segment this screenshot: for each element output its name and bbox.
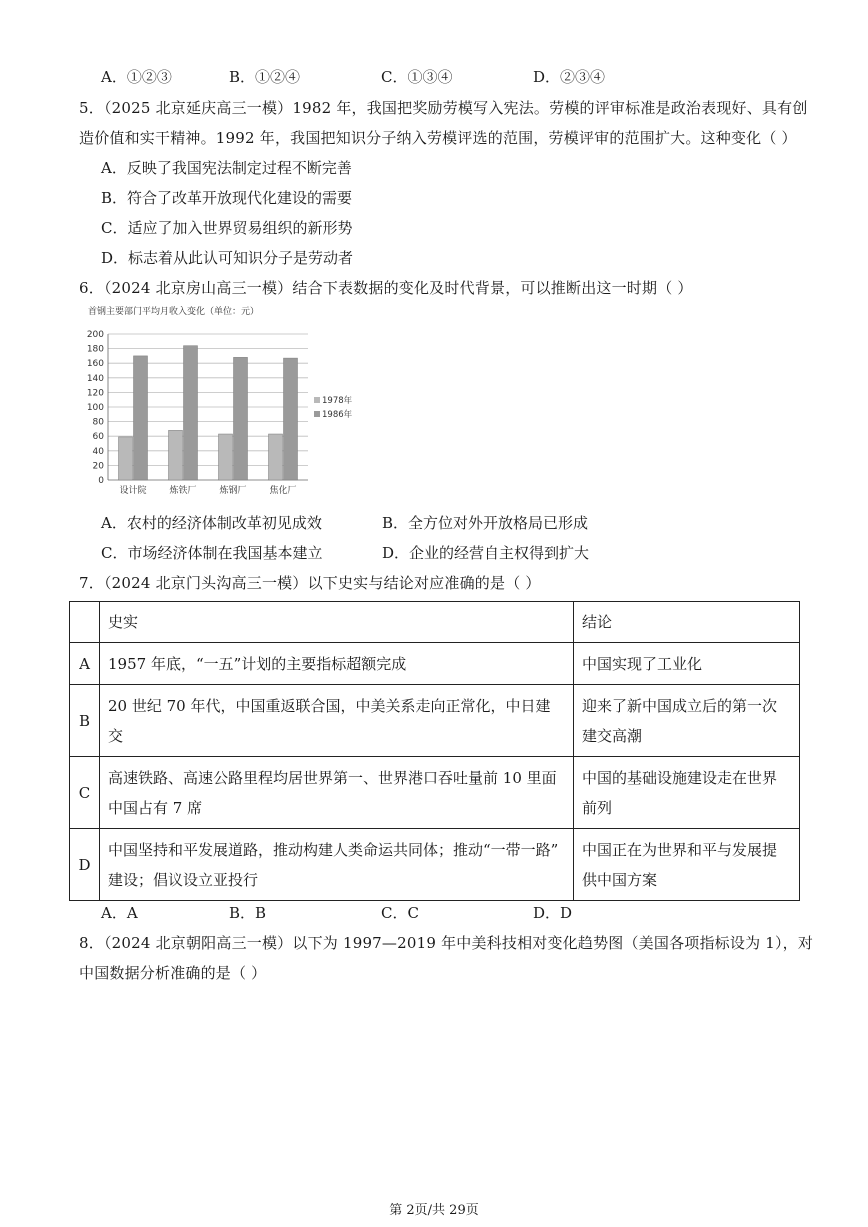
- row-conclusion: [574, 829, 800, 901]
- row-label: A: [70, 643, 100, 685]
- chart-legend: [314, 395, 353, 420]
- chart-title: 首钢主要部门平均月收入变化（单位：元）: [88, 307, 260, 317]
- chart-bar: [284, 358, 298, 480]
- table-header-row: [70, 602, 800, 643]
- page-footer: 第 2页/共 29页: [389, 1203, 479, 1218]
- table-header-fact: 史实: [100, 602, 574, 643]
- row-fact: [100, 643, 574, 685]
- q4-option-d: D．②③④: [533, 68, 606, 86]
- q7-option-c: C．C: [381, 904, 419, 922]
- chart-y-ticks: [87, 330, 104, 486]
- chart-y-tick-label: 180: [86, 344, 104, 355]
- chart-x-category-label: 设计院: [119, 486, 147, 496]
- chart-legend-label: 1978年: [322, 396, 353, 406]
- table-row: [70, 757, 800, 829]
- row-label: D: [70, 829, 100, 901]
- chart-bar: [269, 434, 283, 480]
- q7-option-d: D．D: [533, 904, 573, 922]
- q5-option-c: C．适应了加入世界贸易组织的新形势: [101, 219, 353, 237]
- row-label: C: [70, 757, 100, 829]
- chart-legend-label: 1986年: [322, 410, 353, 420]
- q4-option-b: B．①②④: [229, 68, 301, 86]
- chart-y-tick-label: 0: [98, 476, 104, 486]
- chart-bar: [184, 346, 198, 480]
- table-header-label: [70, 602, 100, 643]
- table-row: [70, 643, 800, 685]
- q7-option-b: B．B: [229, 904, 267, 922]
- table-row: [70, 829, 800, 901]
- row-conclusion-line: 供中国方案: [582, 870, 658, 889]
- table-header-conclusion: 结论: [574, 602, 800, 643]
- row-fact-line: 中国占有 7 席: [108, 798, 203, 817]
- row-label: B: [70, 685, 100, 757]
- row-fact-line: 中国坚持和平发展道路，推动构建人类命运共同体；推动“一带一路”: [108, 840, 559, 859]
- chart-y-tick-label: 160: [86, 359, 104, 370]
- chart-bar: [234, 357, 248, 480]
- row-conclusion-line: 迎来了新中国成立后的第一次: [582, 696, 778, 715]
- q4-option-a: A．①②③: [101, 68, 172, 86]
- row-conclusion: [574, 757, 800, 829]
- chart-y-tick-label: 100: [86, 403, 104, 413]
- chart-x-category-label: 炼铁厂: [169, 486, 197, 496]
- row-fact-line: 建设；倡议设立亚投行: [108, 870, 259, 889]
- q5-stem-line-2: 造价值和实干精神。1992 年，我国把知识分子纳入劳模评选的范围，劳模评审的范围扩大。这种变化（ ）: [79, 129, 797, 147]
- q6-option-b: B．全方位对外开放格局已形成: [382, 514, 589, 532]
- q7-option-a: A．A: [101, 904, 138, 922]
- q6-option-d: D．企业的经营自主权得到扩大: [382, 544, 590, 562]
- q6-option-a: A．农村的经济体制改革初见成效: [101, 514, 322, 532]
- q4-option-c: C．①③④: [381, 68, 453, 86]
- chart-x-categories: [119, 484, 296, 496]
- chart-x-category-label: 炼钢厂: [219, 486, 247, 496]
- chart-bar: [119, 437, 133, 480]
- chart-legend-swatch: [314, 397, 320, 403]
- chart-x-category-label: 焦化厂: [269, 486, 297, 496]
- row-conclusion-line: 中国实现了工业化: [582, 654, 703, 673]
- q5-option-b: B．符合了改革开放现代化建设的需要: [101, 189, 353, 207]
- chart-y-tick-label: 80: [92, 417, 104, 428]
- q8-stem-line-1: 8．（2024 北京朝阳高三一模）以下为 1997—2019 年中美科技相对变化趋势图（美国各项指标设为 1），对: [79, 934, 814, 952]
- chart-canvas: [80, 300, 380, 505]
- chart-y-tick-label: 60: [92, 432, 104, 443]
- chart-bars: [119, 346, 298, 480]
- chart-y-tick-label: 40: [92, 446, 104, 457]
- row-conclusion-line: 中国的基础设施建设走在世界: [582, 768, 778, 787]
- q5-option-d: D．标志着从此认可知识分子是劳动者: [101, 249, 354, 267]
- chart-y-tick-label: 200: [86, 330, 104, 340]
- q6-option-c: C．市场经济体制在我国基本建立: [101, 544, 323, 562]
- chart-y-tick-label: 140: [86, 373, 104, 384]
- row-conclusion: [574, 643, 800, 685]
- row-conclusion-line: 建交高潮: [582, 726, 643, 745]
- q8-stem-line-2: 中国数据分析准确的是（ ）: [79, 964, 267, 982]
- row-fact-line: 高速铁路、高速公路里程均居世界第一、世界港口吞吐量前 10 里面: [108, 768, 557, 787]
- row-fact: [100, 757, 574, 829]
- row-fact: [100, 685, 574, 757]
- row-fact-line: 20 世纪 70 年代，中国重返联合国，中美关系走向正常化，中日建交: [108, 696, 551, 745]
- chart-y-tick-label: 20: [92, 461, 104, 472]
- row-conclusion-line: 中国正在为世界和平与发展提: [582, 840, 778, 859]
- row-fact: [100, 829, 574, 901]
- chart-legend-swatch: [314, 411, 320, 417]
- q5-option-a: A．反映了我国宪法制定过程不断完善: [101, 159, 352, 177]
- row-conclusion-line: 前列: [582, 798, 613, 817]
- fact-conclusion-table: [69, 601, 800, 901]
- income-bar-chart: [80, 300, 380, 505]
- chart-bar: [169, 430, 183, 480]
- q6-stem: 6．（2024 北京房山高三一模）结合下表数据的变化及时代背景，可以推断出这一时期（ ）: [79, 279, 693, 297]
- row-fact-line: 1957 年底，“一五”计划的主要指标超额完成: [108, 654, 407, 673]
- row-conclusion: [574, 685, 800, 757]
- chart-y-tick-label: 120: [86, 388, 104, 399]
- chart-bar: [219, 434, 233, 480]
- q7-stem: 7．（2024 北京门头沟高三一模）以下史实与结论对应准确的是（ ）: [79, 574, 541, 592]
- table-row: [70, 685, 800, 757]
- q5-stem-line-1: 5．（2025 北京延庆高三一模）1982 年，我国把奖励劳模写入宪法。劳模的评审标准是政治表现好、具有创: [79, 99, 808, 117]
- chart-bar: [134, 356, 148, 480]
